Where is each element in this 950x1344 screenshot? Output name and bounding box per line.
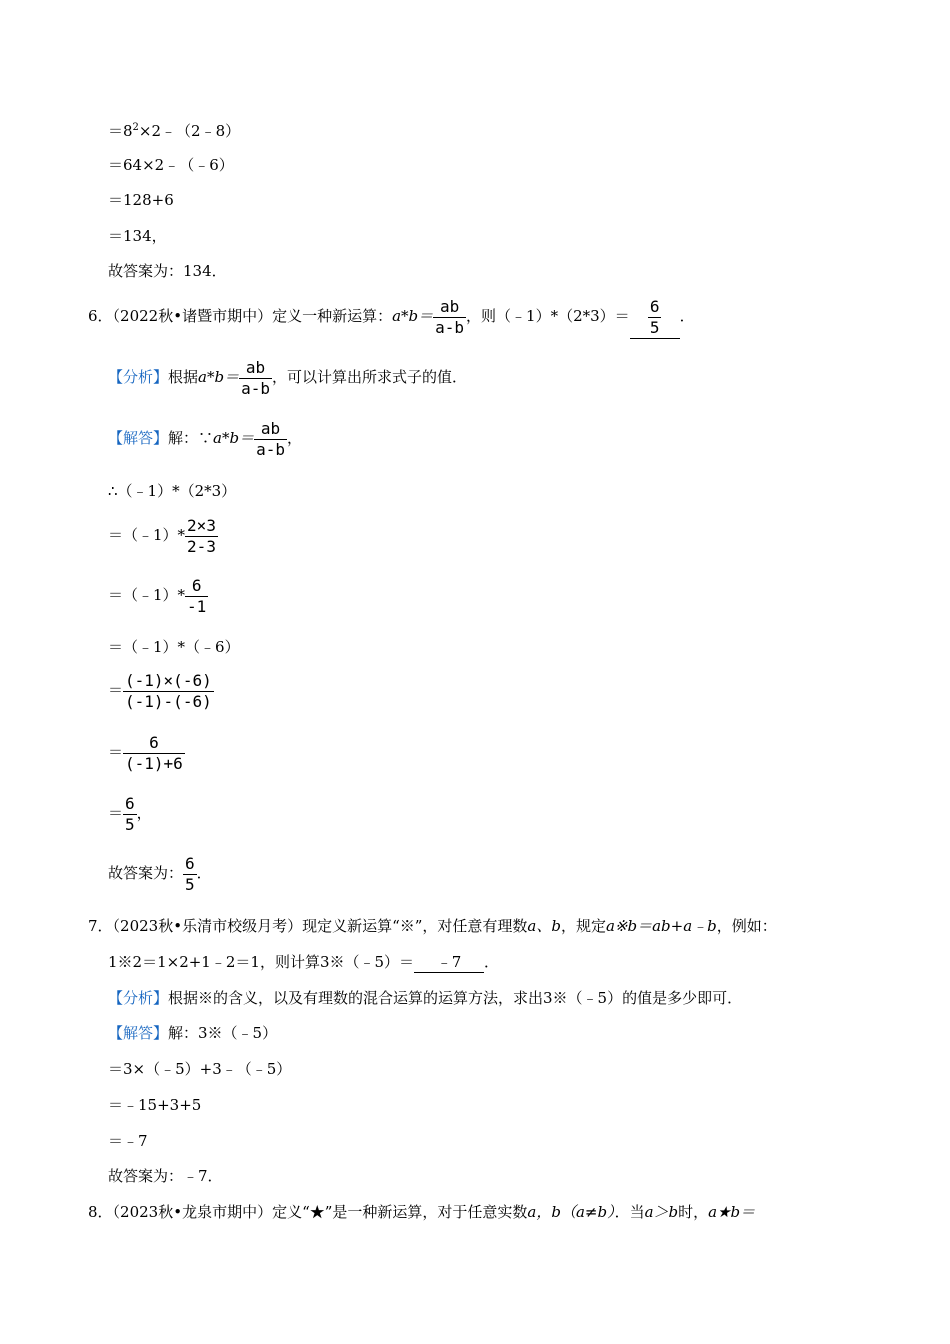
prev-line-1: $=8^2\times 2﹣(2﹣8)$ bbox=[108, 122, 241, 140]
q7-stem-line-2: 1※2＝1×2+1﹣2＝1，则计算3※（﹣5）＝ ﹣7 ． bbox=[108, 953, 500, 971]
prev-line-3: ＝128+6 bbox=[108, 191, 174, 209]
prev-line-4: ＝134， bbox=[108, 227, 167, 245]
q7-solution: 【解答】解：3※（﹣5） bbox=[108, 1024, 278, 1042]
q7-answer: 故答案为：﹣7． bbox=[108, 1167, 223, 1185]
q6-step-6: ＝ $\frac{6}{(-1)+6}$ bbox=[108, 732, 183, 773]
q8-stem: 8．（2023秋•龙泉市期中）定义“★”是一种新运算，对于任意实数a，b（a≠b）．当a＞b时，a★b＝ bbox=[88, 1203, 756, 1221]
q7-stem: 7．（2023秋•乐清市校级月考）现定义新运算“※”，对任意有理数a、b，规定a※b＝ab+a﹣b，例如： bbox=[88, 917, 777, 935]
q7-answer-blank: ﹣7 bbox=[414, 952, 484, 973]
q6-step-1: ∴（﹣1）*（2*3） bbox=[108, 482, 237, 500]
prev-line-2: ＝64×2﹣（﹣6） bbox=[108, 156, 234, 174]
prev-answer: 故答案为：134． bbox=[108, 262, 227, 280]
analysis-tag: 【分析】 bbox=[108, 989, 169, 1007]
q6-step-2: ＝（﹣1）* $\frac{2\times 3}{2-3}$ bbox=[108, 515, 216, 556]
solution-tag: 【解答】 bbox=[108, 429, 169, 447]
q7-step-1: ＝3×（﹣5）+3﹣（﹣5） bbox=[108, 1060, 292, 1078]
q6-def-fraction: $\frac{ab}{a-b}$ bbox=[435, 296, 465, 337]
q6-answer-blank: $\frac{6}{5}$ bbox=[630, 296, 680, 339]
q6-step-7: ＝ $\frac{6}{5}$ ， bbox=[108, 793, 152, 834]
analysis-tag: 【分析】 bbox=[108, 368, 169, 386]
q6-solution: 【解答】解：∵a*b＝ $\frac{ab}{a-b}$ ， bbox=[108, 418, 302, 459]
q6-step-3: ＝（﹣1）* $\frac{6}{-1}$ bbox=[108, 575, 207, 616]
q6-step-4: ＝（﹣1）*（﹣6） bbox=[108, 638, 240, 656]
q6-step-5: ＝ $\frac{(-1)\times(-6)}{(-1)-(-6)}$ bbox=[108, 670, 212, 711]
q6-answer: 故答案为： $\frac{6}{5}$ ． bbox=[108, 853, 212, 894]
q7-step-2: ＝﹣15+3+5 bbox=[108, 1096, 202, 1114]
q7-analysis: 【分析】根据※的含义，以及有理数的混合运算的运算方法，求出3※（﹣5）的值是多少即可． bbox=[108, 989, 743, 1007]
q6-stem: 6．（2022秋•诸暨市期中）定义一种新运算：a*b＝ $\frac{ab}{a-b}$ ，则（﹣1）*（2*3）＝ $\frac{6}{5}$ ． bbox=[88, 296, 695, 337]
q6-analysis: 【分析】根据a*b＝ $\frac{ab}{a-b}$ ，可以计算出所求式子的值． bbox=[108, 357, 467, 398]
solution-tag: 【解答】 bbox=[108, 1024, 169, 1042]
q7-step-3: ＝﹣7 bbox=[108, 1132, 148, 1150]
